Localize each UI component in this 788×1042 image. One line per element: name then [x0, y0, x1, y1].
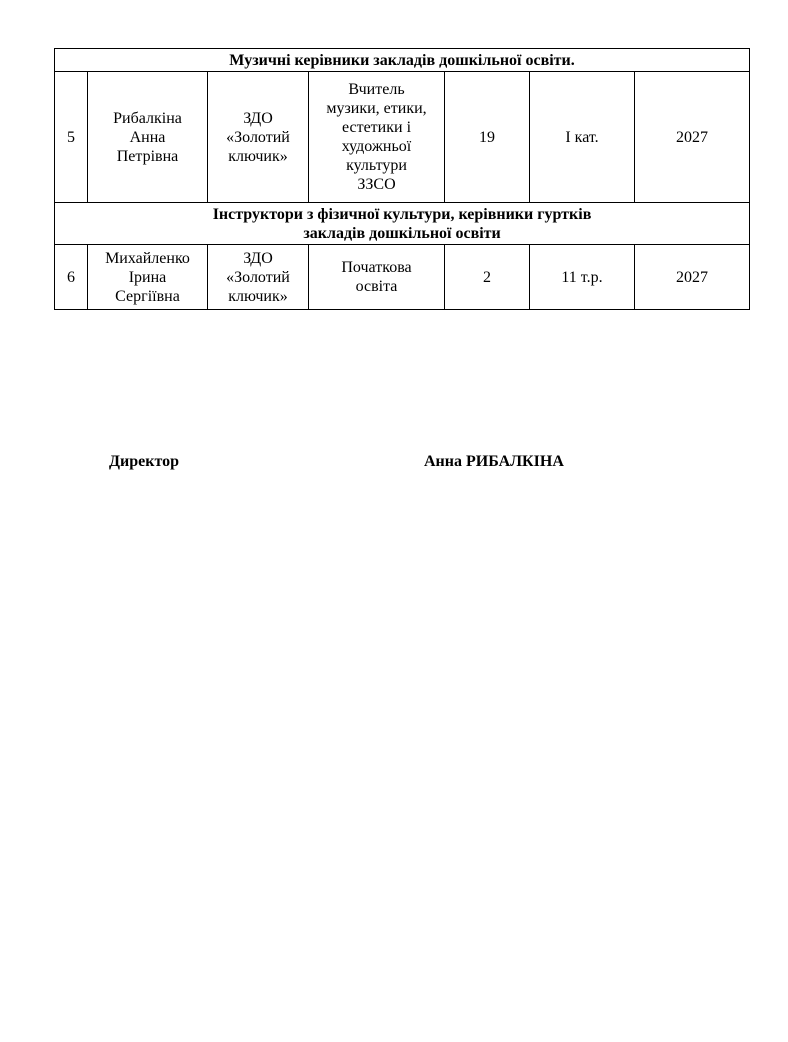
- section-title-line: закладів дошкільної освіти: [303, 224, 501, 242]
- row-number: 5: [55, 72, 88, 203]
- employee-name: Рибалкіна Анна Петрівна: [88, 72, 208, 203]
- signature-name: Анна РИБАЛКІНА: [424, 453, 564, 470]
- certification-year: 2027: [635, 72, 750, 203]
- experience: 2: [445, 245, 530, 310]
- experience: 19: [445, 72, 530, 203]
- section-header-row: [55, 203, 750, 245]
- category: І кат.: [530, 72, 635, 203]
- education: Вчитель музики, етики, естетики і художньої культури ЗЗСО: [309, 72, 445, 203]
- section-title: [55, 49, 750, 72]
- certification-year: 2027: [635, 245, 750, 310]
- table-row: [55, 72, 750, 203]
- section-header-row: [55, 49, 750, 72]
- row-number: 6: [55, 245, 88, 310]
- category: 11 т.р.: [530, 245, 635, 310]
- institution: ЗДО «Золотий ключик»: [208, 245, 309, 310]
- institution: ЗДО «Золотий ключик»: [208, 72, 309, 203]
- table-row: [55, 245, 750, 310]
- education: Початкова освіта: [309, 245, 445, 310]
- staff-table: [54, 48, 750, 310]
- employee-name: Михайленко Ірина Сергіївна: [88, 245, 208, 310]
- section-title-line: Інструктори з фізичної культури, керівники гуртків: [212, 205, 592, 223]
- section-title: [55, 203, 750, 245]
- section-title-text: Музичні керівники закладів дошкільної освіти.: [229, 51, 575, 69]
- signature-title: Директор: [109, 453, 179, 470]
